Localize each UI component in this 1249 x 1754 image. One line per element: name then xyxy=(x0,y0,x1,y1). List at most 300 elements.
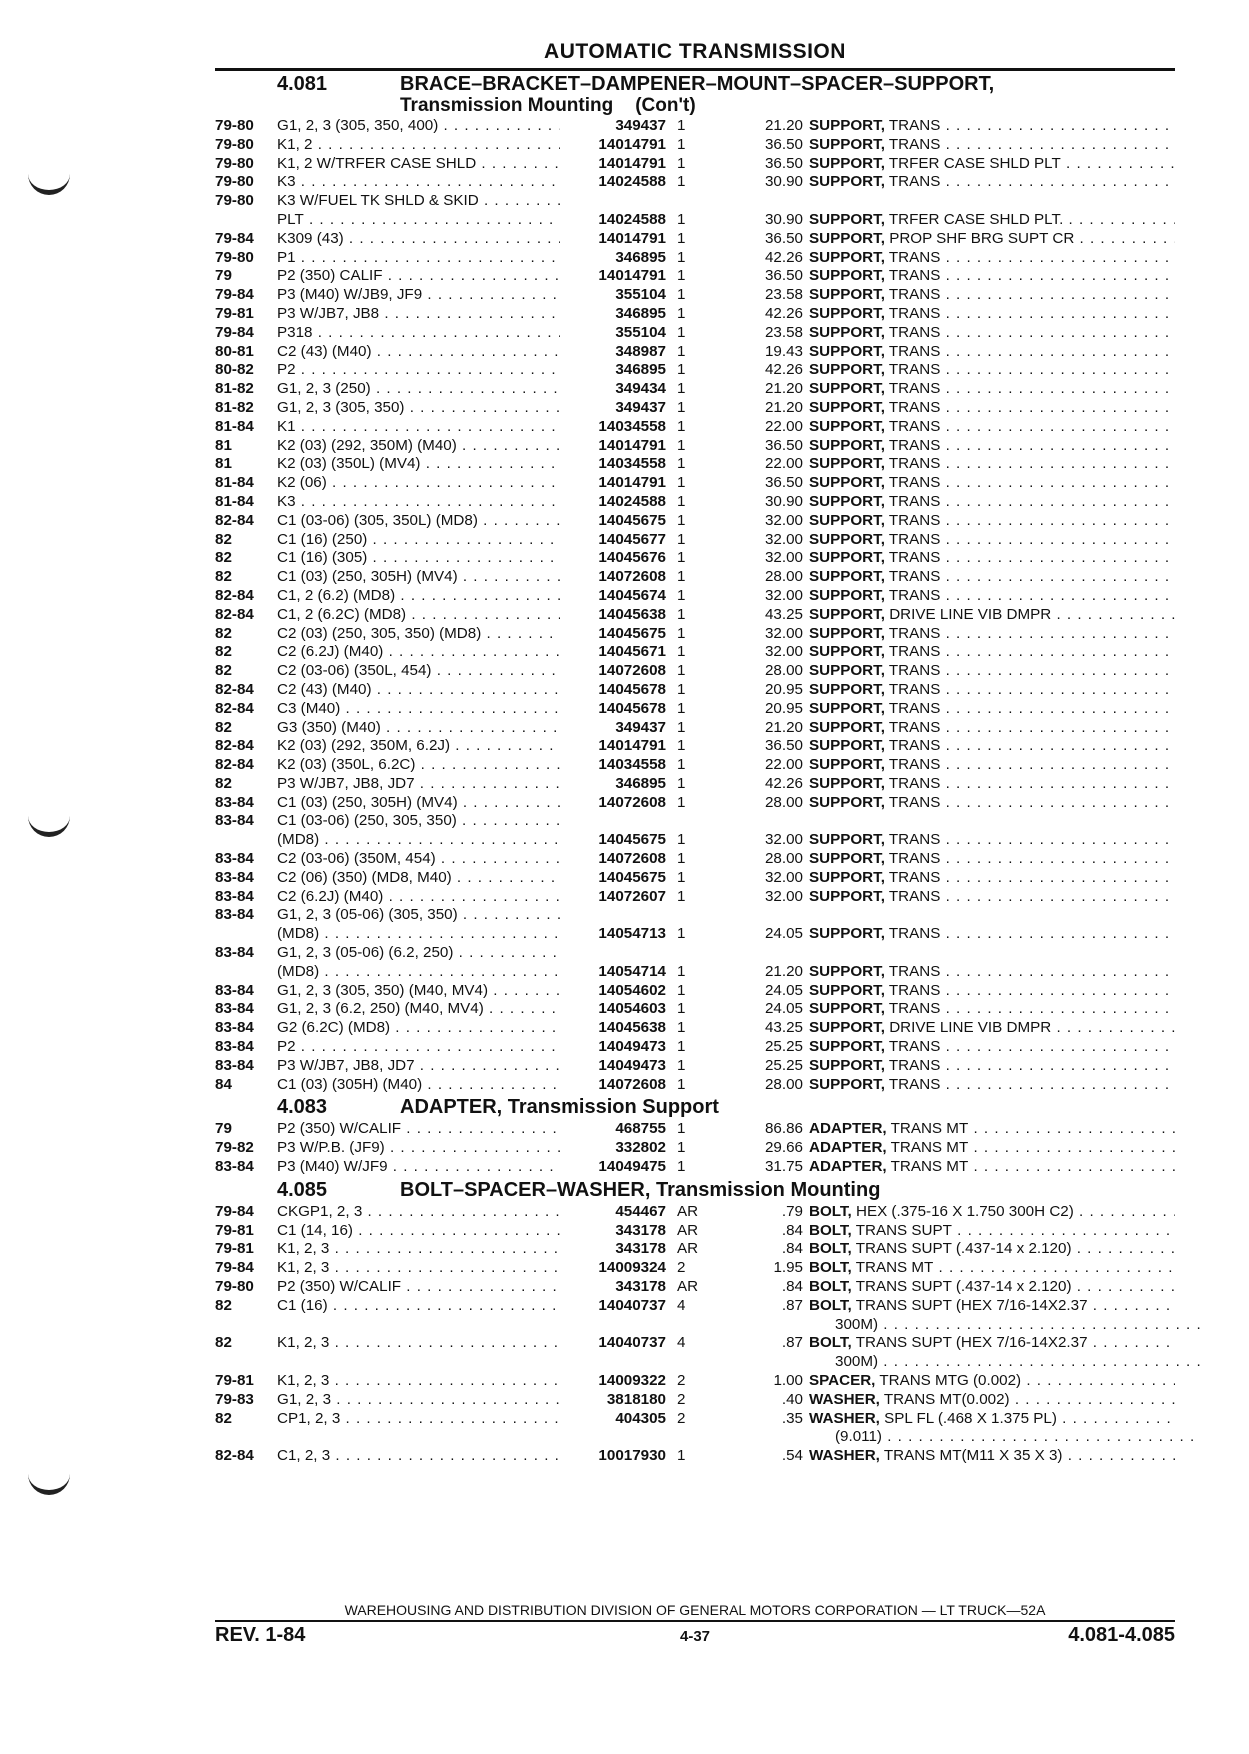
price: 20.95 xyxy=(764,680,803,698)
price: 30.90 xyxy=(764,173,803,191)
description-noun: SUPPORT, xyxy=(809,455,885,473)
part-number: 14045678 xyxy=(598,680,666,698)
part-number: 14014791 xyxy=(598,154,666,172)
description-detail: TRANS xyxy=(888,286,941,304)
description-detail: TRANS xyxy=(888,887,941,905)
description-noun: SUPPORT, xyxy=(809,756,885,774)
model-year: 83-84 xyxy=(215,1019,254,1037)
description-noun: ADAPTER, xyxy=(809,1120,887,1138)
price: 36.50 xyxy=(764,267,803,285)
price: .40 xyxy=(781,1390,803,1408)
description xyxy=(809,267,1175,286)
quantity: 4 xyxy=(677,1296,686,1314)
price: 28.00 xyxy=(764,850,803,868)
table-row xyxy=(215,1447,1175,1466)
description-detail: TRANS xyxy=(888,662,941,680)
application: C1, 2, 3 . . . xyxy=(277,1447,560,1466)
description-noun: SUPPORT, xyxy=(809,248,885,266)
model-year: 82 xyxy=(215,774,232,792)
punch-hole-mark xyxy=(28,168,70,195)
description-detail: TRANS xyxy=(888,135,941,153)
description xyxy=(809,850,1175,869)
table-row xyxy=(215,662,1175,681)
description-noun: SUPPORT, xyxy=(809,436,885,454)
description xyxy=(809,1038,1175,1057)
table-row xyxy=(215,249,1175,268)
description-detail: TRANS xyxy=(888,549,941,567)
description xyxy=(809,399,1175,418)
table-row xyxy=(215,737,1175,756)
description-detail: TRANS xyxy=(888,718,941,736)
description-noun: SUPPORT, xyxy=(809,1019,885,1037)
price: 28.00 xyxy=(764,1075,803,1093)
description-noun: SUPPORT, xyxy=(809,417,885,435)
description xyxy=(809,888,1175,907)
part-number: 14014791 xyxy=(598,135,666,153)
application: P318 . . . xyxy=(277,324,560,343)
table-row xyxy=(215,1120,1175,1139)
section-heading xyxy=(215,1094,1175,1120)
price: .87 xyxy=(781,1334,803,1352)
description-noun: SUPPORT, xyxy=(809,135,885,153)
description-detail: TRANS xyxy=(888,680,941,698)
quantity: 1 xyxy=(677,380,686,398)
description-noun: SUPPORT, xyxy=(809,210,885,228)
price: 32.00 xyxy=(764,831,803,849)
description-noun: SUPPORT, xyxy=(809,474,885,492)
table-row xyxy=(215,512,1175,531)
price: 36.50 xyxy=(764,436,803,454)
description-noun: SUPPORT, xyxy=(809,850,885,868)
quantity: 1 xyxy=(677,492,686,510)
part-number: 14072607 xyxy=(598,887,666,905)
description-noun: SUPPORT, xyxy=(809,1000,885,1018)
description xyxy=(809,1391,1175,1410)
price: 32.00 xyxy=(764,586,803,604)
price: 36.50 xyxy=(764,737,803,755)
description xyxy=(809,1019,1175,1038)
table-row xyxy=(215,267,1175,286)
description xyxy=(809,1278,1175,1297)
quantity: 1 xyxy=(677,1019,686,1037)
table-row xyxy=(215,493,1175,512)
application: C2 (03-06) (350M, 454) . . . xyxy=(277,850,560,869)
quantity: 1 xyxy=(677,831,686,849)
model-year: 81 xyxy=(215,436,232,454)
description xyxy=(809,211,1175,230)
description-noun: SPACER, xyxy=(809,1372,876,1389)
price: 22.00 xyxy=(764,417,803,435)
application: P2 (350) CALIF . . . xyxy=(277,267,560,286)
table-row xyxy=(215,286,1175,305)
description xyxy=(809,1057,1175,1076)
description-detail: TRFER CASE SHLD PLT xyxy=(888,154,1061,172)
model-year: 82-84 xyxy=(215,737,254,755)
application: C1 (03-06) (305, 350L) (MD8) . . . xyxy=(277,512,560,531)
sections-container xyxy=(215,71,1175,1466)
price: 42.26 xyxy=(764,361,803,379)
description-detail: TRANS MT xyxy=(890,1120,969,1138)
application: PLT . . . xyxy=(277,211,560,230)
quantity: 1 xyxy=(677,1000,686,1018)
description-noun: BOLT, xyxy=(809,1259,852,1277)
model-year: 80-82 xyxy=(215,361,254,379)
part-number: 10017930 xyxy=(598,1447,666,1465)
catalog-page xyxy=(215,40,1175,1466)
description-noun: SUPPORT, xyxy=(809,323,885,341)
description-noun: SUPPORT, xyxy=(809,1075,885,1093)
quantity: 1 xyxy=(677,887,686,905)
description-noun: SUPPORT, xyxy=(809,699,885,717)
table-row xyxy=(215,173,1175,192)
part-number: 14045675 xyxy=(598,511,666,529)
description xyxy=(809,531,1175,550)
price: 28.00 xyxy=(764,568,803,586)
part-number: 14024588 xyxy=(598,210,666,228)
section-number: 4.085 xyxy=(277,1178,328,1201)
page-footer xyxy=(215,1602,1175,1648)
description xyxy=(809,1203,1175,1222)
model-year: 82 xyxy=(215,1334,232,1352)
application: K2 (06) . . . xyxy=(277,474,560,493)
model-year: 83-84 xyxy=(215,850,254,868)
description-detail: TRANS MT(M11 X 35 X 3) xyxy=(883,1447,1063,1465)
model-year: 80-81 xyxy=(215,342,254,360)
table-row xyxy=(215,230,1175,249)
description xyxy=(809,1334,1175,1353)
table-row xyxy=(215,1222,1175,1241)
table-row xyxy=(215,794,1175,813)
quantity: AR xyxy=(677,1240,699,1258)
table-row xyxy=(215,1353,1175,1372)
price: 43.25 xyxy=(764,605,803,623)
table-row xyxy=(215,1019,1175,1038)
description-noun: SUPPORT, xyxy=(809,549,885,567)
model-year: 83-84 xyxy=(215,868,254,886)
model-year: 79-81 xyxy=(215,1240,254,1258)
description-detail: HEX (.375-16 X 1.750 300H C2) xyxy=(855,1202,1074,1220)
description xyxy=(809,1259,1175,1278)
part-number: 14045676 xyxy=(598,549,666,567)
table-row xyxy=(215,192,1175,211)
description-noun: SUPPORT, xyxy=(809,361,885,379)
section-title: BRACE–BRACKET–DAMPENER–MOUNT–SPACER–SUPPORT, xyxy=(400,73,995,95)
description xyxy=(809,606,1175,625)
description xyxy=(809,1297,1175,1316)
part-number: 14045677 xyxy=(598,530,666,548)
quantity: 1 xyxy=(677,981,686,999)
part-number: 14009322 xyxy=(598,1372,666,1389)
description-detail: TRANS MTG (0.002) xyxy=(879,1372,1022,1389)
table-row xyxy=(215,944,1175,963)
quantity: 2 xyxy=(677,1390,686,1408)
description-detail: TRANS MT xyxy=(890,1158,969,1176)
model-year: 79-80 xyxy=(215,135,254,153)
quantity: 1 xyxy=(677,756,686,774)
part-number: 14040737 xyxy=(598,1296,666,1314)
table-row xyxy=(215,211,1175,230)
description-noun: SUPPORT, xyxy=(809,117,885,134)
description-detail: TRFER CASE SHLD PLT. xyxy=(888,210,1064,228)
description xyxy=(809,1372,1175,1391)
description-noun: SUPPORT, xyxy=(809,662,885,680)
description-detail: TRANS xyxy=(888,361,941,379)
description-noun: SUPPORT, xyxy=(809,737,885,755)
description-noun: SUPPORT, xyxy=(809,267,885,285)
description-noun: ADAPTER, xyxy=(809,1158,887,1176)
section-subtitle: Transmission Mounting xyxy=(400,95,614,116)
application: P3 W/JB7, JB8 . . . xyxy=(277,305,560,324)
quantity: 1 xyxy=(677,962,686,980)
application: G1, 2, 3 (305, 350) . . . xyxy=(277,399,560,418)
quantity: 2 xyxy=(677,1372,686,1389)
application: K2 (03) (292, 350M) (M40) . . . xyxy=(277,437,560,456)
model-year: 81-84 xyxy=(215,417,254,435)
price: 24.05 xyxy=(764,925,803,943)
description-detail: TRANS xyxy=(888,737,941,755)
application: K2 (03) (350L) (MV4) . . . xyxy=(277,455,560,474)
description-noun: SUPPORT, xyxy=(809,774,885,792)
application: G2 (6.2C) (MD8) . . . xyxy=(277,1019,560,1038)
table-row xyxy=(215,437,1175,456)
description-detail: TRANS xyxy=(888,474,941,492)
table-row xyxy=(215,982,1175,1001)
description-noun: SUPPORT, xyxy=(809,154,885,172)
part-number: 14045638 xyxy=(598,1019,666,1037)
part-number: 14014791 xyxy=(598,737,666,755)
description-noun: SUPPORT, xyxy=(809,530,885,548)
price: 31.75 xyxy=(764,1158,803,1176)
price: 32.00 xyxy=(764,624,803,642)
table-row xyxy=(215,1038,1175,1057)
section-number: 4.081 xyxy=(277,73,328,95)
description xyxy=(809,286,1175,305)
description-detail: TRANS xyxy=(888,417,941,435)
price: .84 xyxy=(781,1278,803,1296)
part-number: 346895 xyxy=(615,304,666,322)
description-detail: TRANS MT(0.002) xyxy=(883,1390,1010,1408)
quantity: 1 xyxy=(677,1120,686,1138)
part-number: 14072608 xyxy=(598,1075,666,1093)
table-row xyxy=(215,361,1175,380)
price: 43.25 xyxy=(764,1019,803,1037)
table-row xyxy=(215,625,1175,644)
quantity: 1 xyxy=(677,1158,686,1176)
price: 36.50 xyxy=(764,229,803,247)
quantity: 1 xyxy=(677,267,686,285)
description-noun: SUPPORT, xyxy=(809,624,885,642)
table-row xyxy=(215,380,1175,399)
model-year: 81-84 xyxy=(215,492,254,510)
quantity: 1 xyxy=(677,699,686,717)
price: 24.05 xyxy=(764,1000,803,1018)
model-year: 82-84 xyxy=(215,756,254,774)
price: 21.20 xyxy=(764,718,803,736)
table-row xyxy=(215,1297,1175,1316)
price: 24.05 xyxy=(764,981,803,999)
application: K1, 2 W/TRFER CASE SHLD . . . xyxy=(277,155,560,174)
table-row xyxy=(215,1203,1175,1222)
description xyxy=(809,1410,1175,1429)
description-detail: TRANS xyxy=(888,511,941,529)
description xyxy=(835,1353,1201,1372)
description xyxy=(809,512,1175,531)
part-number: 14054713 xyxy=(598,925,666,943)
table-row xyxy=(215,1000,1175,1019)
table-row xyxy=(215,831,1175,850)
punch-hole-mark xyxy=(28,810,70,837)
quantity: 1 xyxy=(677,1075,686,1093)
description xyxy=(809,474,1175,493)
price: 30.90 xyxy=(764,492,803,510)
description xyxy=(809,136,1175,155)
table-row xyxy=(215,643,1175,662)
description xyxy=(809,173,1175,192)
quantity: 1 xyxy=(677,474,686,492)
price: 30.90 xyxy=(764,210,803,228)
model-year: 79-80 xyxy=(215,248,254,266)
part-number: 14024588 xyxy=(598,492,666,510)
description-detail: TRANS xyxy=(888,530,941,548)
footer-row xyxy=(215,1624,1175,1648)
model-year: 79-81 xyxy=(215,1372,254,1389)
price: .54 xyxy=(781,1447,803,1465)
quantity: 1 xyxy=(677,135,686,153)
description-detail: TRANS xyxy=(888,793,941,811)
application: C1 (16) (250) . . . xyxy=(277,531,560,550)
model-year: 79-84 xyxy=(215,323,254,341)
quantity: 1 xyxy=(677,737,686,755)
part-number: 332802 xyxy=(615,1139,666,1157)
description-noun: SUPPORT, xyxy=(809,1056,885,1074)
quantity: 1 xyxy=(677,117,686,134)
description-noun: SUPPORT, xyxy=(809,925,885,943)
price: 32.00 xyxy=(764,549,803,567)
description-detail: TRANS xyxy=(888,756,941,774)
part-number: 14014791 xyxy=(598,436,666,454)
description-noun: ADAPTER, xyxy=(809,1139,887,1157)
application: G1, 2, 3 (305, 350) (M40, MV4) . . . xyxy=(277,982,560,1001)
part-number: 14072608 xyxy=(598,662,666,680)
description-detail: TRANS MT xyxy=(890,1139,969,1157)
model-year: 79-80 xyxy=(215,117,254,134)
application: P3 W/JB7, JB8, JD7 . . . xyxy=(277,775,560,794)
application: C2 (03) (250, 305, 350) (MD8) . . . xyxy=(277,625,560,644)
application: G1, 2, 3 (305, 350, 400) . . . xyxy=(277,117,560,136)
model-year: 79-82 xyxy=(215,1139,254,1157)
price: 42.26 xyxy=(764,304,803,322)
part-number: 14072608 xyxy=(598,568,666,586)
model-year: 83-84 xyxy=(215,1158,254,1176)
quantity: 1 xyxy=(677,154,686,172)
description-noun: BOLT, xyxy=(809,1202,852,1220)
description xyxy=(809,380,1175,399)
description xyxy=(809,1222,1175,1241)
part-number: 14014791 xyxy=(598,474,666,492)
model-year: 83-84 xyxy=(215,1000,254,1018)
description-noun: SUPPORT, xyxy=(809,304,885,322)
price: .87 xyxy=(781,1296,803,1314)
description-detail: 300M) xyxy=(835,1353,879,1371)
table-row xyxy=(215,1334,1175,1353)
model-year: 83-84 xyxy=(215,887,254,905)
part-number: 14045671 xyxy=(598,643,666,661)
model-year: 82 xyxy=(215,718,232,736)
model-year: 79-84 xyxy=(215,229,254,247)
model-year: 82-84 xyxy=(215,699,254,717)
description-detail: TRANS xyxy=(888,1038,941,1056)
quantity: 2 xyxy=(677,1409,686,1427)
part-number: 3818180 xyxy=(606,1390,666,1408)
application: (MD8) . . . xyxy=(277,963,560,982)
description-noun: BOLT, xyxy=(809,1240,852,1258)
model-year: 81 xyxy=(215,455,232,473)
model-year: 83-84 xyxy=(215,793,254,811)
description xyxy=(809,324,1175,343)
table-row xyxy=(215,700,1175,719)
price: 29.66 xyxy=(764,1139,803,1157)
part-number: 348987 xyxy=(615,342,666,360)
part-number: 349437 xyxy=(615,718,666,736)
quantity: 1 xyxy=(677,417,686,435)
quantity: 1 xyxy=(677,586,686,604)
application: K309 (43) . . . xyxy=(277,230,560,249)
table-row xyxy=(215,1259,1175,1278)
model-year: 79-80 xyxy=(215,154,254,172)
description xyxy=(809,437,1175,456)
description xyxy=(809,343,1175,362)
model-year: 79 xyxy=(215,1120,232,1138)
table-row xyxy=(215,925,1175,944)
description-noun: SUPPORT, xyxy=(809,981,885,999)
description-noun: SUPPORT, xyxy=(809,586,885,604)
table-row xyxy=(215,117,1175,136)
application: K2 (03) (350L, 6.2C) . . . xyxy=(277,756,560,775)
quantity: 1 xyxy=(677,511,686,529)
quantity: 1 xyxy=(677,568,686,586)
price: 36.50 xyxy=(764,474,803,492)
application: (MD8) . . . xyxy=(277,925,560,944)
model-year: 81-82 xyxy=(215,380,254,398)
application: G1, 2, 3 . . . xyxy=(277,1391,560,1410)
description-detail: TRANS xyxy=(888,117,941,134)
application: P2 (350) W/CALIF . . . xyxy=(277,1120,560,1139)
quantity: 4 xyxy=(677,1334,686,1352)
application: P3 W/JB7, JB8, JD7 . . . xyxy=(277,1057,560,1076)
description-detail: (9.011) xyxy=(835,1428,882,1446)
table-row xyxy=(215,587,1175,606)
quantity: AR xyxy=(677,1278,699,1296)
part-number: 14054603 xyxy=(598,1000,666,1018)
quantity: 1 xyxy=(677,398,686,416)
price: 22.00 xyxy=(764,455,803,473)
quantity: 1 xyxy=(677,1056,686,1074)
application: C1 (16) . . . xyxy=(277,1297,560,1316)
quantity: 1 xyxy=(677,455,686,473)
description-noun: WASHER, xyxy=(809,1447,880,1465)
table-row xyxy=(215,1139,1175,1158)
table-row xyxy=(215,1391,1175,1410)
footer-division-line: WAREHOUSING AND DISTRIBUTION DIVISION OF GENERAL MOTORS CORPORATION — LT TRUCK—52A xyxy=(215,1602,1175,1622)
quantity: 1 xyxy=(677,680,686,698)
part-number: 355104 xyxy=(615,323,666,341)
model-year: 83-84 xyxy=(215,1056,254,1074)
description xyxy=(809,963,1175,982)
model-year: 82 xyxy=(215,530,232,548)
description-detail: TRANS xyxy=(888,173,941,191)
part-number: 14045675 xyxy=(598,831,666,849)
description xyxy=(809,587,1175,606)
